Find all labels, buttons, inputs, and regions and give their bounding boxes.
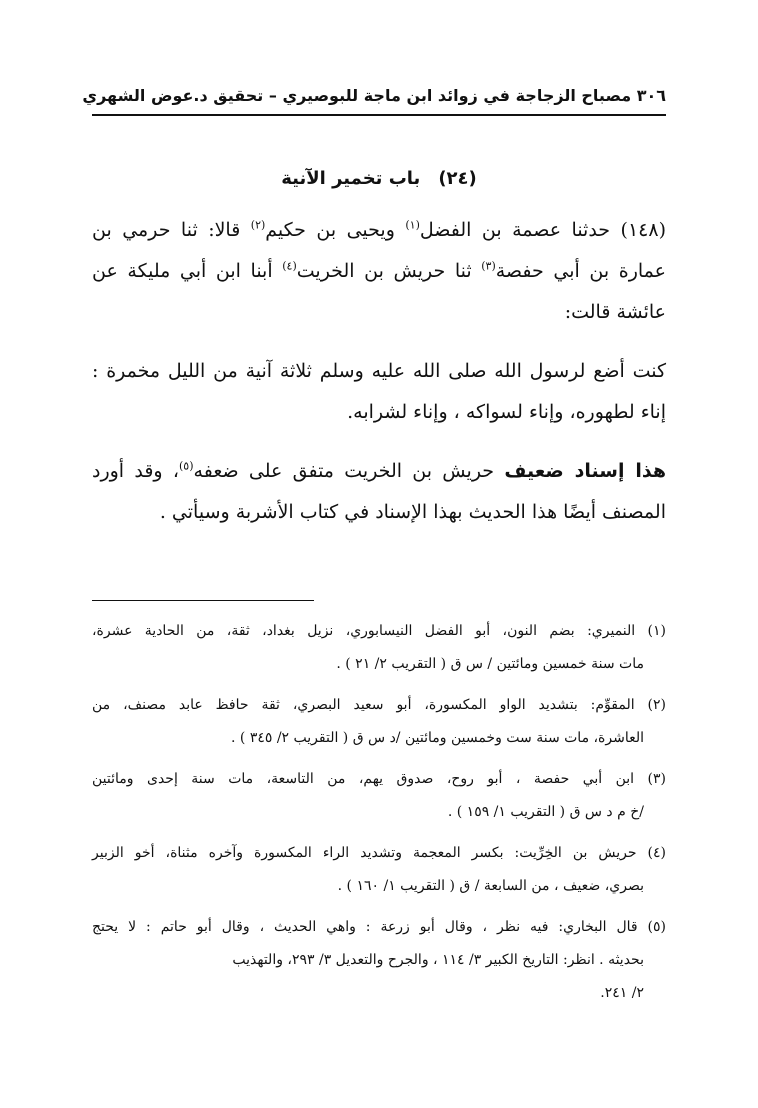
main-text xyxy=(92,210,666,533)
grading-verdict: هذا إسناد ضعيف xyxy=(504,460,666,482)
header-divider xyxy=(92,114,666,116)
grading-text: ، وقد أورد المصنف أيضًا هذا الحديث بهذا الإسناد في كتاب الأشربة وسيأتي . xyxy=(92,460,666,523)
footnote-divider xyxy=(92,600,314,601)
footnote-line: بصري، ضعيف ، من السابعة / ق ( التقريب ١/ ١٦٠ ) . xyxy=(337,878,644,894)
isnad-text: (١٤٨) حدثنا عصمة بن الفضل xyxy=(419,219,666,241)
footnotes xyxy=(92,615,666,1018)
footnote-line: /خ م د س ق ( التقريب ١/ ١٥٩ ) . xyxy=(447,804,644,820)
isnad-text: قالا: ثنا حرمي بن عمارة بن أبي حفصة xyxy=(92,219,666,282)
footnote-line: (٥) قال البخاري: فيه نظر ، وقال أبو زرعة : واهي الحديث ، وقال أبو حاتم : لا يحتج xyxy=(92,919,666,935)
isnad-text: ويحيى بن حكيم xyxy=(265,219,406,241)
footnote xyxy=(92,763,666,829)
footnote-line: بحديثه . انظر: التاريخ الكبير ٣/ ١١٤ ، والجرح والتعديل ٣/ ٢٩٣، والتهذيب xyxy=(232,952,644,968)
hadith-isnad xyxy=(92,210,666,333)
isnad-text: ثنا حريش بن الخريت xyxy=(296,260,482,282)
footnote-line: العاشرة، مات سنة ست وخمسين ومائتين /د س ق ( التقريب ٢/ ٣٤٥ ) . xyxy=(231,730,644,746)
footnote-line: مات سنة خمسين ومائتين / س ق ( التقريب ٢/ ٢١ ) . xyxy=(336,656,644,672)
isnad-text: أبنا ابن أبي مليكة عن عائشة قالت: xyxy=(92,260,666,323)
page-header: ٣٠٦ مصباح الزجاجة في زوائد ابن ماجة للبوصيري – تحقيق د.عوض الشهري xyxy=(82,86,666,105)
footnote-line: (٤) حريش بن الخِرِّيت: بكسر المعجمة وتشديد الراء المكسورة وآخره مثناة، أخو الزبير xyxy=(92,845,666,861)
footnote-ref[interactable]: (٣) xyxy=(481,259,496,273)
hadith-matn: كنت أضع لرسول الله صلى الله عليه وسلم ثلاثة آنية من الليل مخمرة : إناء لطهوره، وإناء لسواكه ، وإناء لشرابه. xyxy=(92,360,666,423)
footnote xyxy=(92,689,666,755)
footnote-line: ٢/ ٢٤١. xyxy=(600,985,644,1001)
footnote-line: (٢) المقوِّم: بتشديد الواو المكسورة، أبو سعيد البصري، ثقة حافظ عابد مصنف، من xyxy=(92,697,666,713)
chapter-title: باب تخمير الآنية xyxy=(281,168,421,189)
footnote-ref[interactable]: (١) xyxy=(405,218,420,232)
footnote xyxy=(92,911,666,1010)
footnote xyxy=(92,837,666,903)
footnote-ref[interactable]: (٥) xyxy=(179,459,194,473)
grading-text: حريش بن الخريت متفق على ضعفه xyxy=(193,460,505,482)
footnote-line: (٣) ابن أبي حفصة ، أبو روح، صدوق يهم، من التاسعة، مات سنة إحدى ومائتين xyxy=(92,771,666,787)
chapter-heading xyxy=(92,168,666,189)
footnote-ref[interactable]: (٢) xyxy=(250,218,266,232)
footnote-line: (١) النميري: بضم النون، أبو الفضل النيسابوري، نزيل بغداد، ثقة، من الحادية عشرة، xyxy=(92,623,666,639)
footnote xyxy=(92,615,666,681)
hadith-grading xyxy=(92,451,666,533)
chapter-number: (٢٤) xyxy=(438,168,477,189)
footnote-ref[interactable]: (٤) xyxy=(282,259,297,273)
